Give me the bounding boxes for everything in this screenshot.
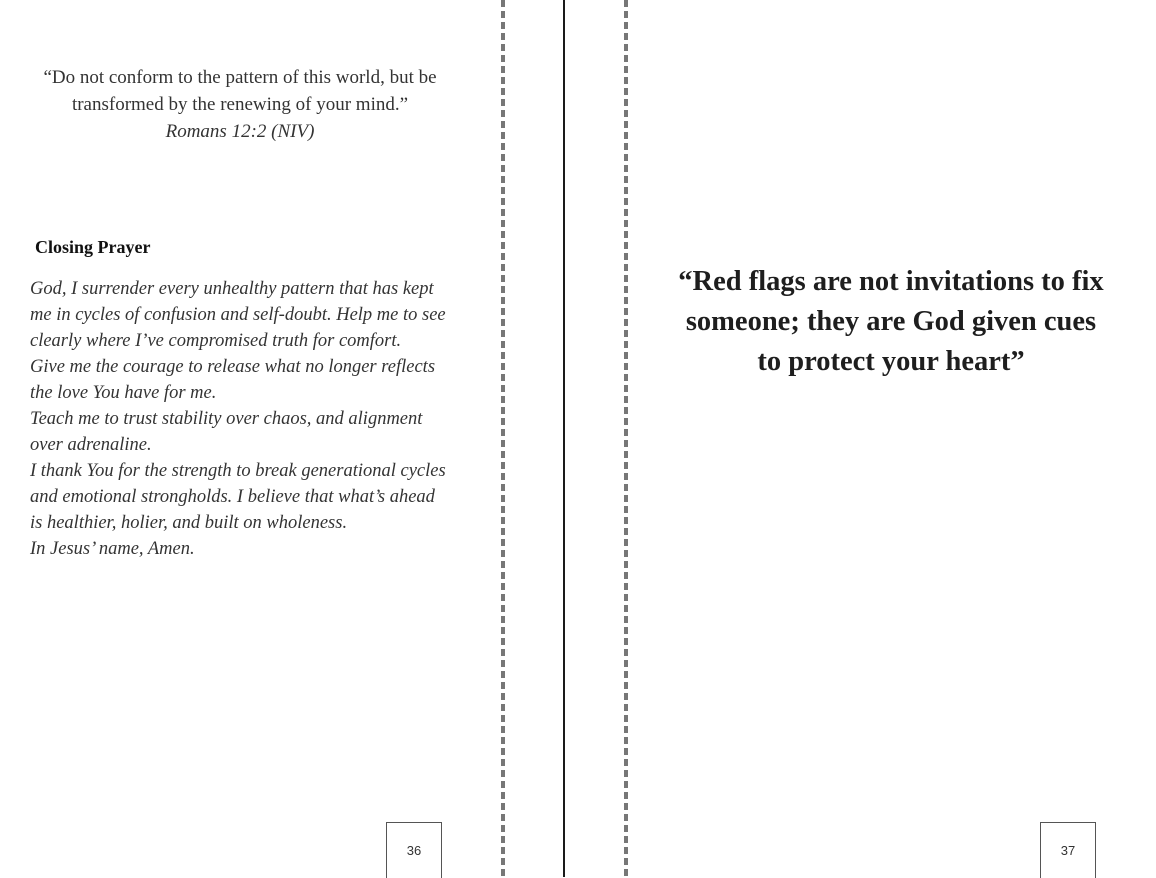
- pull-quote: “Red flags are not invitations to fix someone; they are God given cues to protect your heart”: [678, 266, 1104, 377]
- page-number: 36: [386, 822, 442, 878]
- prayer-paragraph: I thank You for the strength to break generational cycles and emotional strongholds. I believe that what’s ahead is healthier, holier, and built on wholeness.: [30, 461, 446, 533]
- right-page: [628, 0, 1156, 877]
- prayer-body: [30, 276, 450, 562]
- page-number: 37: [1040, 822, 1096, 878]
- prayer-paragraph: Teach me to trust stability over chaos, and alignment over adrenaline.: [30, 409, 423, 455]
- verse-text: “Do not conform to the pattern of this world, but be transformed by the renewing of your mind.”: [43, 67, 437, 115]
- prayer-paragraph: Give me the courage to release what no longer reflects the love You have for me.: [30, 357, 436, 403]
- left-page: [0, 0, 500, 877]
- prayer-paragraph: In Jesus’ name, Amen.: [30, 539, 195, 559]
- fold-line-left: [501, 0, 505, 877]
- prayer-heading: Closing Prayer: [35, 237, 151, 257]
- prayer-paragraph: God, I surrender every unhealthy pattern that has kept me in cycles of confusion and self-doubt. Help me to see clearly where I’ve compromised truth for comfort.: [30, 279, 446, 351]
- verse-reference: Romans 12:2 (NIV): [165, 121, 315, 142]
- scripture-verse: [20, 64, 460, 145]
- page-spine: [563, 0, 565, 877]
